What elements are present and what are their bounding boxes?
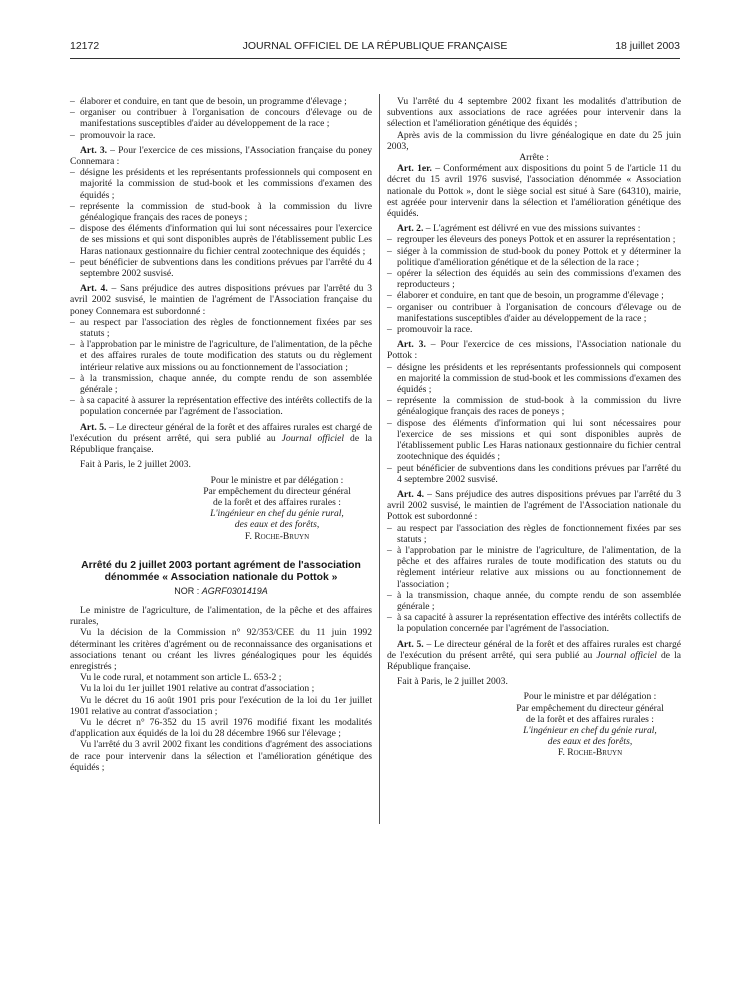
article-5 [70,422,372,456]
list-item: – représente la commission de stud-book à la commission du livre généalogique français des races de poneys ; [387,395,681,417]
article-label: Art. 2. [397,223,424,235]
article-text: – Sans préjudice des autres dispositions prévues par l'arrêté du 3 avril 2002 susvisé, le maintien de l'agrément de l'Association française du poney Connemara est subordonné : [70,283,372,317]
signature-line: de la forêt et des affaires rurales : [526,713,654,725]
nor-reference [70,586,372,597]
list-item: – élaborer et conduire, en tant que de besoin, un programme d'élevage ; [70,96,372,107]
preamble-line: Vu la décision de la Commission n° 92/353/CEE du 11 juin 1992 déterminant les critères d'agrément ou de reconnaissance des organisations et associations tenant ou créant les livres généalogiques pour les équidés enregistrés ; [70,627,372,672]
article-text: – L'agrément est délivré en vue des missions suivantes : [423,223,641,235]
article-3 [387,339,681,361]
list-item: – organiser ou contribuer à l'organisation de concours d'élevage ou de manifestations susceptibles d'aider au développement de la race ; [387,302,681,324]
signature-line: des eaux et des forêts, [234,519,320,531]
journal-reference: Journal officiel [596,649,657,661]
nor-label: NOR : [174,585,202,596]
done-at: Fait à Paris, le 2 juillet 2003. [397,676,508,688]
article-text: de la République française. [70,432,372,456]
preamble-line: Vu l'arrêté du 4 septembre 2002 fixant les modalités d'attribution de subventions aux associations de race agréées pour intervenir dans la sélection et l'amélioration génétique des équidés ; [387,96,681,130]
preamble-line: Après avis de la commission du livre généalogique en date du 25 juin 2003, [387,129,681,152]
list-item: – promouvoir la race. [70,130,372,141]
article-4-list [387,523,681,635]
article-5 [387,639,681,673]
article-4 [70,283,372,317]
article-text: – Sans préjudice des autres dispositions prévues par l'arrêté du 3 avril 2002 susvisé, le maintien de l'agrément de l'Association nationale du Pottok est subordonné : [387,488,681,523]
preamble-line: Vu le code rural, et notamment son article L. 653-2 ; [80,672,282,684]
signature-block [182,475,372,542]
preamble-line: Vu le décret du 16 août 1901 pris pour l'exécution de la loi du 1er juillet 1901 relative au contrat d'association ; [70,694,372,717]
list-item: – à l'approbation par le ministre de l'agriculture, de l'alimentation, de la pêche et des affaires rurales de toute modification des statuts ou du règlement intérieur relative aux missions ou au fonctionnement de l'association ; [70,339,372,373]
article-1 [387,163,681,219]
list-item: – à sa capacité à assurer la représentation effective des intérêts collectifs de la population concernée par l'agrément de l'association. [387,612,681,634]
list-item: – à l'approbation par le ministre de l'agriculture, de l'alimentation, de la pêche et des affaires rurales de toute modification des statuts ou du règlement intérieur relative aux missions ou au fonctionnement de l'association ; [387,545,681,590]
preamble-line: Le ministre de l'agriculture, de l'alimentation, de la pêche et des affaires rurales, [70,604,372,628]
signature-line: Par empêchement du directeur général [203,485,351,497]
article-text: – Conformément aux dispositions du point 5 de l'article 11 du décret du 15 avril 1976 susvisé, l'association dénommée « Association nationale du Pottok », dont le siège social est situé à Sare (64310), mairie, est agréée pour intervenir dans la sélection et l'amélioration génétique des équidés. [387,163,681,220]
signature-line: Pour le ministre et par délégation : [210,474,344,486]
list-item: – opérer la sélection des équidés au sein des commissions d'examen des reproducteurs ; [387,268,681,290]
article-label: Art. 1er. [397,163,432,175]
signature-line: L'ingénieur en chef du génie rural, [210,508,344,520]
signature-line: Pour le ministre et par délégation : [523,691,657,703]
list-item: – à sa capacité à assurer la représentation effective des intérêts collectifs de la population concernée par l'agrément de l'association. [70,395,372,417]
list-item: – désigne les présidents et les représentants professionnels qui composent en majorité la commission de stud-book et les commissions d'examen des équidés ; [387,362,681,396]
journal-reference: Journal officiel [281,432,345,444]
article-3-list [70,167,372,279]
signatory-name: F. Roche-Bruyn [244,530,310,542]
signature-line: des eaux et des forêts, [547,736,633,748]
journal-title: JOURNAL OFFICIEL DE LA RÉPUBLIQUE FRANÇAISE [242,40,508,52]
article-3-list [387,362,681,485]
issue-date: 18 juillet 2003 [615,40,680,52]
preamble-line: Vu le décret n° 76-352 du 15 avril 1976 modifié fixant les modalités d'application aux équidés de la loi du 28 décembre 1966 sur l'élevage ; [70,716,372,740]
header-rule [70,58,680,59]
left-column [70,96,372,773]
column-divider [379,94,380,824]
list-item: – représente la commission de stud-book à la commission du livre généalogique français des races de poneys ; [70,201,372,223]
article-label: Art. 4. [397,488,425,500]
list-item: – à la transmission, chaque année, du compte rendu de son assemblée générale ; [70,373,372,395]
signature-block [499,691,681,758]
article-label: Art. 5. [397,638,424,650]
decree-title: Arrêté du 2 juillet 2003 portant agrément de l'association dénommée « Association nationale du Pottok » [81,559,361,583]
signatory-name: F. Roche-Bruyn [557,747,623,759]
list-item: – dispose des éléments d'information qui lui sont nécessaires pour l'exercice de ses missions et qui sont disponibles auprès de l'établissement public Les Haras nationaux gestionnaire du fichier central zootechnique des équidés ; [387,418,681,463]
list-item: – dispose des éléments d'information qui lui sont nécessaires pour l'exercice de ses missions et qui sont disponibles auprès de l'établissement public Les Haras nationaux gestionnaire du fichier central zootechnique des équidés ; [70,223,372,257]
list-item: – regrouper les éleveurs des poneys Pottok et en assurer la représentation ; [387,234,681,245]
article-2 [387,223,681,234]
list-item: – organiser ou contribuer à l'organisation de concours d'élevage ou de manifestations susceptibles d'aider au développement de la race ; [70,107,372,129]
article-4-list [70,317,372,418]
list-item: – siéger à la commission de stud-book du poney Pottok et y déterminer la politique d'amélioration génétique et de la sélection de la race ; [387,246,681,268]
nor-code: AGRF0301419A [201,585,268,596]
article-label: Art. 5. [80,421,107,433]
mission-list-continued [70,96,372,141]
done-at: Fait à Paris, le 2 juillet 2003. [80,459,191,471]
right-column [387,96,681,759]
list-item: – au respect par l'association des règles de fonctionnement fixées par ses statuts ; [70,317,372,339]
signature-line: L'ingénieur en chef du génie rural, [523,724,657,736]
list-item: – désigne les présidents et les représentants professionnels qui composent en majorité la commission de stud-book et les commissions d'examen des équidés ; [70,167,372,201]
list-item: – au respect par l'association des règles de fonctionnement fixées par ses statuts ; [387,523,681,545]
article-label: Art. 4. [80,283,108,295]
list-item: – promouvoir la race. [387,324,681,335]
preamble-line: Vu la loi du 1er juillet 1901 relative au contrat d'association ; [80,683,315,695]
signature-line: Par empêchement du directeur général [516,702,664,714]
article-label: Art. 3. [397,339,426,351]
article-text: – Le directeur général de la forêt et des affaires rurales est chargé de l'exécution du présent arrêté, qui sera publié au [70,421,373,444]
arrete-heading: Arrête : [519,152,549,164]
list-item: – à la transmission, chaque année, du compte rendu de son assemblée générale ; [387,590,681,612]
article-label: Art. 3. [80,144,108,156]
page-header [70,40,680,56]
article-text: – Pour l'exercice de ces missions, l'Association nationale du Pottok : [387,339,682,362]
list-item: – peut bénéficier de subventions dans les conditions prévues par l'arrêté du 4 septembre 2002 susvisé. [70,257,372,279]
article-4 [387,489,681,523]
article-3 [70,145,372,167]
article-text: – Pour l'exercice de ces missions, l'Association française du poney Connemara : [70,144,372,168]
article-text: – Le directeur général de la forêt et des affaires rurales est chargé de l'exécution du présent arrêté, qui sera publié au [387,638,682,661]
list-item: – élaborer et conduire, en tant que de besoin, un programme d'élevage ; [387,290,681,301]
page-number: 12172 [70,40,100,52]
list-item: – peut bénéficier de subventions dans les conditions prévues par l'arrêté du 4 septembre 2002 susvisé. [387,463,681,485]
article-2-list [387,234,681,335]
preamble-line: Vu l'arrêté du 3 avril 2002 fixant les conditions d'agrément des associations de race pour intervenir dans la sélection et l'amélioration génétique des équidés ; [70,739,372,773]
article-text: de la République française. [387,649,682,672]
signature-line: de la forêt et des affaires rurales : [213,496,341,508]
